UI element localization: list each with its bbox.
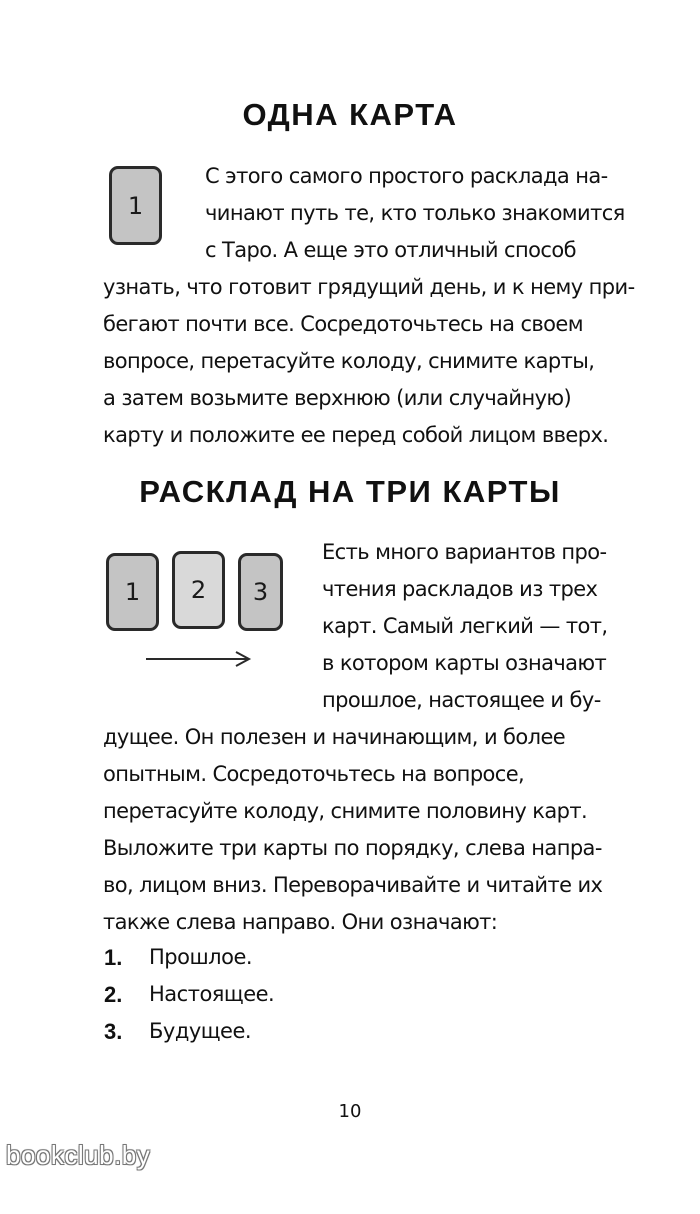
body-line: дущее. Он полезен и начинающим, и более xyxy=(103,725,566,749)
body-line: опытным. Сосредоточьтесь на вопросе, xyxy=(103,762,525,786)
card-number: 2 xyxy=(190,576,207,604)
body-line: карт. Самый легкий — тот, xyxy=(322,614,608,638)
page-number: 10 xyxy=(338,1101,362,1122)
body-line: бегают почти все. Сосредоточьтесь на своем xyxy=(103,312,583,336)
body-line: перетасуйте колоду, снимите половину карт. xyxy=(103,799,588,823)
tarot-card-icon xyxy=(109,166,162,245)
body-line: вопросе, перетасуйте колоду, снимите карты, xyxy=(103,349,595,373)
tarot-card-icon xyxy=(238,553,283,631)
card-number: 1 xyxy=(124,578,141,606)
list-item-text: Настоящее. xyxy=(149,982,275,1006)
section-heading-three-cards: РАСКЛАД НА ТРИ КАРТЫ xyxy=(139,474,561,509)
body-line: прошлое, настоящее и бу- xyxy=(322,688,601,712)
card-number: 3 xyxy=(252,578,269,606)
list-item-number: 2. xyxy=(104,982,123,1007)
list-item-number: 1. xyxy=(104,945,123,970)
body-line: Выложите три карты по порядку, слева напра- xyxy=(103,836,602,860)
list-item-text: Прошлое. xyxy=(149,945,253,969)
section-heading-one-card: ОДНА КАРТА xyxy=(242,97,458,132)
tarot-card-icon xyxy=(172,551,225,629)
body-line: в котором карты означают xyxy=(322,651,607,675)
card-number: 1 xyxy=(127,191,144,220)
list-item-number: 3. xyxy=(104,1019,123,1044)
body-line: с Таро. А еще это отличный способ xyxy=(205,238,576,262)
body-line: карту и положите ее перед собой лицом вверх. xyxy=(103,423,609,447)
body-line: С этого самого простого расклада на- xyxy=(205,164,608,188)
body-line: а затем возьмите верхнюю (или случайную) xyxy=(103,386,572,410)
body-line: чтения раскладов из трех xyxy=(322,577,598,601)
list-item-text: Будущее. xyxy=(149,1019,252,1043)
body-line: также слева направо. Они означают: xyxy=(103,910,498,934)
watermark: bookclub.by xyxy=(6,1140,151,1170)
body-line: во, лицом вниз. Переворачивайте и читайте их xyxy=(103,873,603,897)
arrow-right-icon xyxy=(144,648,254,670)
body-line: узнать, что готовит грядущий день, и к нему при- xyxy=(103,275,635,299)
tarot-card-icon xyxy=(106,553,159,631)
body-line: чинают путь те, кто только знакомится xyxy=(205,201,625,225)
body-line: Есть много вариантов про- xyxy=(322,540,607,564)
